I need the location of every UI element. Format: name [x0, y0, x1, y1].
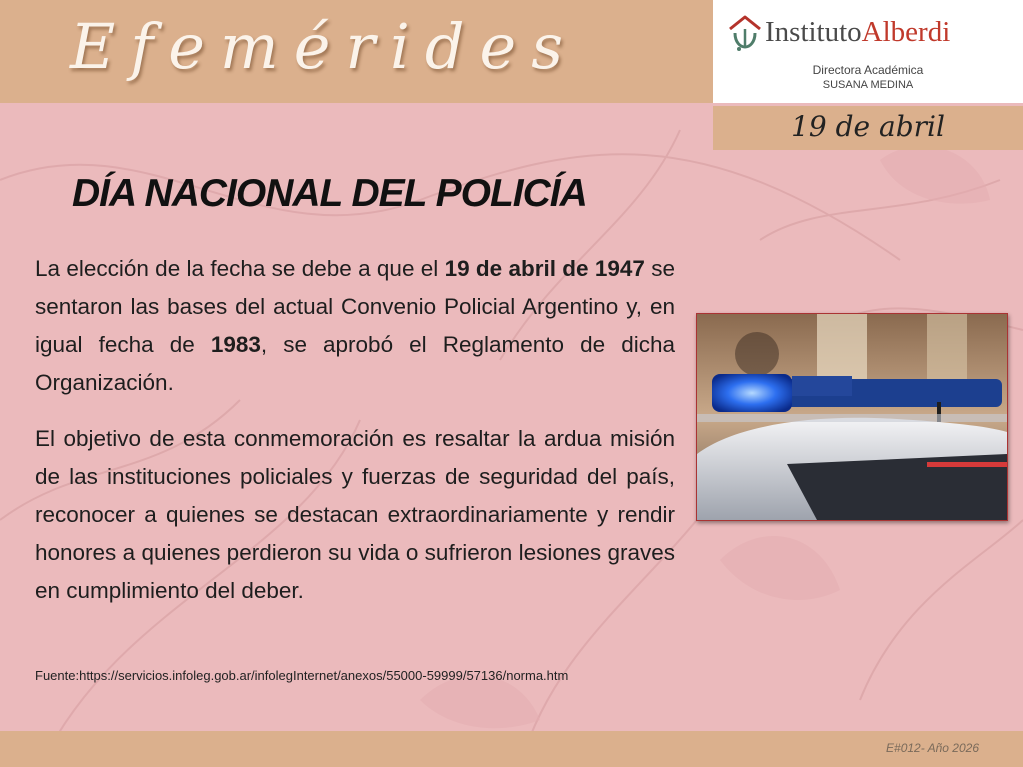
p1-text-2: se sentaron las bases del actual Convenio Policial Argentino y, en igual fecha de [35, 256, 676, 357]
date-band [713, 106, 1023, 150]
logo-word-alberdi: Alberdi [861, 15, 951, 48]
header-band [0, 0, 713, 103]
p1-bold-date-1947: 19 de abril de 1947 [444, 256, 645, 281]
header-title: Efemérides [70, 10, 579, 83]
house-book-logo-icon [727, 12, 763, 52]
p1-text-1: La elección de la fecha se debe a que el [35, 256, 445, 281]
page-title: DÍA NACIONAL DEL POLICÍA [72, 172, 587, 215]
paragraph-history [35, 250, 675, 402]
director-name: SUSANA MEDINA [822, 79, 914, 91]
footer-code: E#012- Año 2026 [886, 741, 979, 755]
police-car-photo [696, 313, 1008, 521]
source-citation: Fuente:https://servicios.infoleg.gob.ar/infolegInternet/anexos/55000-59999/57136/norma.htm [35, 668, 569, 683]
paragraph-objective: El objetivo de esta conmemoración es resaltar la ardua misión de las instituciones policiales y fuerzas de seguridad del país, reconocer a quienes se destacan extraordinariamente y rendir honores a quienes perdieron su vida o sufrieron lesiones graves en cumplimiento del deber. [35, 426, 675, 603]
logo-row [727, 12, 950, 52]
director-role: Directora Académica [812, 63, 924, 77]
date-label: 19 de abril [791, 110, 945, 143]
p1-bold-year-1983: 1983 [210, 332, 261, 357]
institution-logo [713, 0, 1023, 103]
police-car-illustration [697, 314, 1007, 520]
footer-band [0, 731, 1023, 767]
logo-word-instituto: Instituto [765, 15, 862, 48]
p1-text-3: , se aprobó el Reglamento de dicha Organización. [35, 332, 675, 395]
